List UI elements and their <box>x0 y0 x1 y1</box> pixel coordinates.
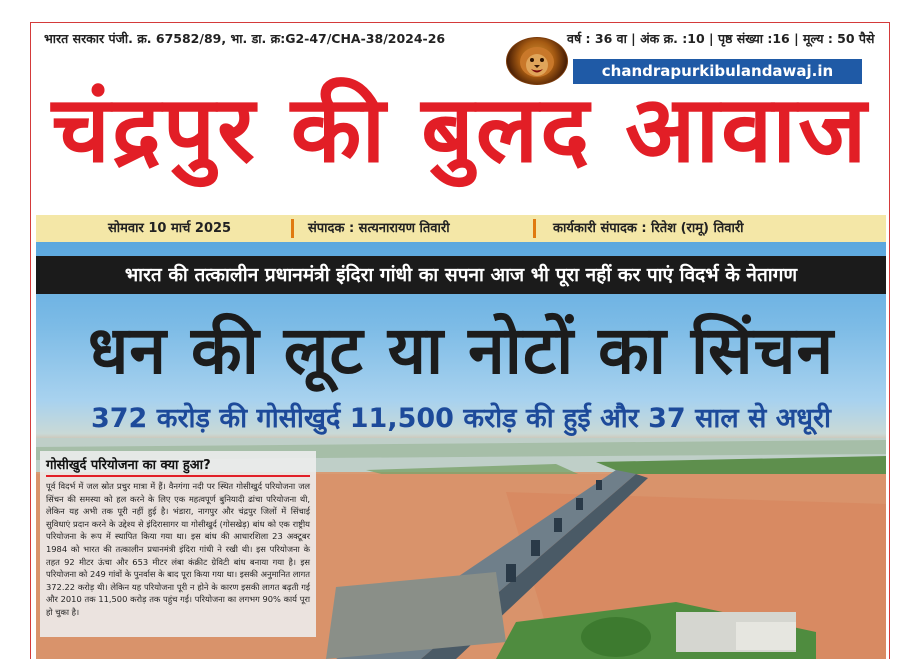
sidebar-title: गोसीखुर्द परियोजना का क्या हुआ? <box>46 455 310 477</box>
editor-name: संपादक : सत्यनारायण तिवारी <box>308 221 450 236</box>
masthead-title: चंद्रपुर की बुलद आवाज <box>51 76 869 183</box>
sidebar-body: पूर्व विदर्भ में जल स्रोत प्रचुर मात्रा में हैं। वैनगंगा नदी पर स्थित गोसीखुर्द परियोजना जल सिंचन की समस्या को हल करने के लिए एक महत्वपूर्ण बुनियादी ढांचा परियोजना थी, लेकिन यह अभी तक पूरी नहीं हुई है। भंडारा, नागपुर और चंद्रपुर जिलों में सिंचाई सुविधाएं प्रदान करने के उद्देश्य से इंदिरासागर या गोसीखुर्द (गोसखेड़) बांध को एक राष्ट्रीय परियोजना के रूप में स्थापित किया गया था। इस बांध की आधारशिला 23 अक्टूबर 1984 को भारत की तत्कालीन प्रधानमंत्री इंदिरा गांधी ने रखी थी। इस परियोजना के तहत 92 मीटर ऊंचा और 653 मीटर लंबा कंक्रीट ग्रेविटी बांध बनाया गया है। इस परियोजना को 249 गांवों के पुनर्वास के बाद पूरा किया गया था। इसकी अनुमानित लागत 372.22 करोड़ थी। लेकिन यह परियोजना पूरी न होने के कारण इसकी लागत बढ़ती गई और 2010 तक 11,500 करोड़ तक पहुंच गई। परियोजना का लगभग 90% कार्य पूरा हो चुका है। <box>46 481 310 617</box>
sub-headline: 372 करोड़ की गोसीखुर्द 11,500 करोड़ की हुई और 37 साल से अधूरी <box>90 403 831 434</box>
issue-date: सोमवार 10 मार्च 2025 <box>108 221 232 236</box>
sidebar-article <box>40 451 316 637</box>
website-link[interactable]: chandrapurkibulandawaj.in <box>573 59 862 84</box>
separator <box>291 219 294 238</box>
banner-strip: भारत की तत्कालीन प्रधानमंत्री इंदिरा गांधी का सपना आज भी पूरा नहीं कर पाएं विदर्भ के नेतागण <box>36 256 886 294</box>
registration-number: भारत सरकार पंजी. क्र. 67582/89, भा. डा. क्र:G2-47/CHA-38/2024-26 <box>44 31 446 46</box>
dateline-bar <box>36 215 886 242</box>
separator <box>533 219 536 238</box>
issue-meta: वर्ष : 36 वा | अंक क्र. :10 | पृष्ठ संख्या :16 | मूल्य : 50 पैसे <box>567 31 875 46</box>
main-headline: धन की लूट या नोटों का सिंचन <box>87 312 835 389</box>
executive-editor-name: कार्यकारी संपादक : रितेश (रामू) तिवारी <box>553 221 744 236</box>
